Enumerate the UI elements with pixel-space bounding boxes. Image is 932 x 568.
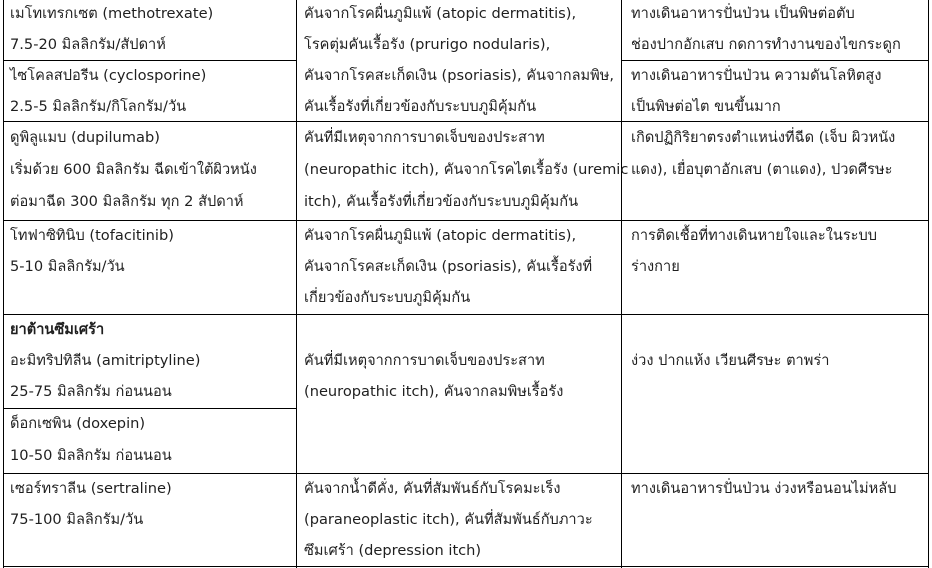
row-divider	[3, 408, 297, 409]
side-effect-line: ทางเดินอาหารปั่นป่วน เป็นพิษต่อตับ	[631, 5, 855, 22]
drug-dose: เริ่มด้วย 600 มิลลิกรัม ฉีดเข้าใต้ผิวหนัง	[10, 161, 257, 178]
row-divider	[3, 314, 929, 315]
row-divider	[3, 60, 297, 61]
indication-line: คันเรื้อรังที่เกี่ยวข้องกับระบบภูมิคุ้มกัน	[304, 98, 537, 115]
indication-line: โรคตุ่มคันเรื้อรัง (prurigo nodularis),	[304, 36, 551, 53]
indication-line: คันจากโรคสะเก็ดเงิน (psoriasis), คันเรื้อรังที่	[304, 258, 593, 275]
drug-name: โทฟาซิทินิบ (tofacitinib)	[10, 227, 174, 244]
side-effect-line: เป็นพิษต่อไต ขนขึ้นมาก	[631, 98, 781, 115]
drug-dose: 2.5-5 มิลลิกรัม/กิโลกรัม/วัน	[10, 98, 187, 115]
drug-name: ไซโคลสปอรีน (cyclosporine)	[10, 67, 207, 84]
drug-dose: 10-50 มิลลิกรัม ก่อนนอน	[10, 447, 172, 464]
row-divider	[3, 473, 929, 474]
indication-line: คันจากโรคผื่นภูมิแพ้ (atopic dermatitis),	[304, 5, 577, 22]
row-divider	[3, 121, 929, 122]
indication-line: เกี่ยวข้องกับระบบภูมิคุ้มกัน	[304, 289, 471, 306]
drug-dose: 5-10 มิลลิกรัม/วัน	[10, 258, 125, 275]
drug-name: อะมิทริปทิลีน (amitriptyline)	[10, 352, 201, 369]
indication-line: คันที่มีเหตุจากการบาดเจ็บของประสาท	[304, 129, 545, 146]
drug-dose: ต่อมาฉีด 300 มิลลิกรัม ทุก 2 สัปดาห์	[10, 193, 244, 210]
indication-line: itch), คันเรื้อรังที่เกี่ยวข้องกับระบบภูมิคุ้มกัน	[304, 193, 579, 210]
row-divider	[3, 220, 929, 221]
indication-line: คันที่มีเหตุจากการบาดเจ็บของประสาท	[304, 352, 545, 369]
indication-line: (paraneoplastic itch), คันที่สัมพันธ์กับภาวะ	[304, 511, 593, 528]
column-divider-1	[296, 0, 297, 568]
indication-line: คันจากน้ำดีคั่ง, คันที่สัมพันธ์กับโรคมะเร็ง	[304, 480, 561, 497]
group-heading: ยาต้านซึมเศร้า	[10, 321, 105, 338]
indication-line: คันจากโรคสะเก็ดเงิน (psoriasis), คันจากลมพิษ,	[304, 67, 615, 84]
side-effect-line: เกิดปฏิกิริยาตรงตำแหน่งที่ฉีด (เจ็บ ผิวหนัง	[631, 129, 896, 146]
side-effect-line: ทางเดินอาหารปั่นป่วน ความดันโลหิตสูง	[631, 67, 882, 84]
indication-line: (neuropathic itch), คันจากโรคไตเรื้อรัง (uremic	[304, 161, 629, 178]
side-effect-line: การติดเชื้อที่ทางเดินหายใจและในระบบ	[631, 227, 878, 244]
indication-line: ซึมเศร้า (depression itch)	[304, 542, 482, 559]
side-effect-line: ทางเดินอาหารปั่นป่วน ง่วงหรือนอนไม่หลับ	[631, 480, 897, 497]
row-divider	[621, 60, 929, 61]
drug-dose: 7.5-20 มิลลิกรัม/สัปดาห์	[10, 36, 166, 53]
table-border-right	[928, 0, 929, 568]
drug-name: เมโทเทรกเซต (methotrexate)	[10, 5, 214, 22]
side-effect-line: ร่างกาย	[631, 258, 680, 275]
column-divider-2	[621, 0, 622, 568]
table-border-left	[3, 0, 4, 568]
drug-name: เซอร์ทราลีน (sertraline)	[10, 480, 172, 497]
side-effect-line: ช่องปากอักเสบ กดการทำงานของไขกระดูก	[631, 36, 901, 53]
side-effect-line: ง่วง ปากแห้ง เวียนศีรษะ ตาพร่า	[631, 352, 830, 369]
indication-line: คันจากโรคผื่นภูมิแพ้ (atopic dermatitis),	[304, 227, 577, 244]
drug-dose: 75-100 มิลลิกรัม/วัน	[10, 511, 144, 528]
table-border-bottom	[3, 566, 929, 567]
drug-name: ดูพิลูแมบ (dupilumab)	[10, 129, 160, 146]
drug-name: ด็อกเซพิน (doxepin)	[10, 415, 146, 432]
drug-dose: 25-75 มิลลิกรัม ก่อนนอน	[10, 383, 172, 400]
indication-line: (neuropathic itch), คันจากลมพิษเรื้อรัง	[304, 383, 564, 400]
side-effect-line: แดง), เยื่อบุตาอักเสบ (ตาแดง), ปวดศีรษะ	[631, 161, 893, 178]
